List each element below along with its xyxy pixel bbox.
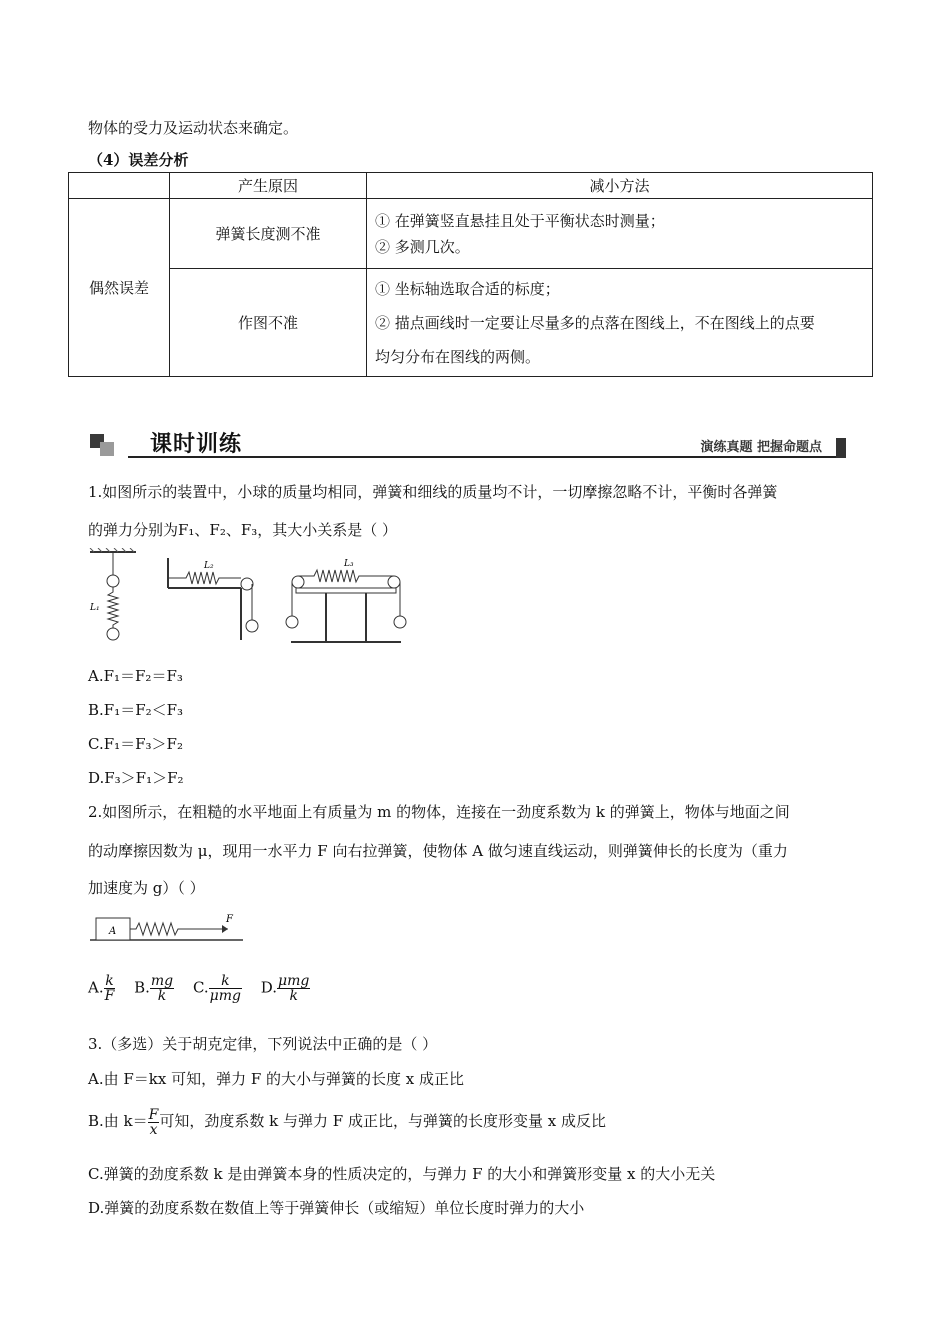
table-row <box>69 199 873 269</box>
ball <box>107 628 119 640</box>
block-label: A <box>109 926 117 937</box>
banner-end-mark <box>836 438 846 458</box>
label-l2: L₂ <box>204 561 214 571</box>
q1-option-b: B.F₁＝F₂＜F₃ <box>88 701 184 719</box>
q2-options <box>88 974 324 1003</box>
table-header-empty <box>69 173 170 199</box>
q1-option-d: D.F₃＞F₁＞F₂ <box>88 769 184 787</box>
force-label: F <box>226 914 233 925</box>
q3-stem: 3.（多选）关于胡克定律，下列说法中正确的是（ ） <box>88 1035 438 1053</box>
q1-stem-line1: 1.如图所示的装置中，小球的质量均相同，弹簧和细线的质量均不计，一切摩擦忽略不计，平衡时各弹簧 <box>88 483 778 501</box>
banner-subtitle: 演练真题 把握命题点 <box>700 440 822 455</box>
q2-option-a: A. $\frac{k}{F}$ <box>88 973 115 1004</box>
error-analysis-table <box>68 172 873 377</box>
q3-option-b: B.由 k＝ $\frac{F}{x}$ 可知，劲度系数 k 与弹力 F 成正比，与弹簧的长度形变量 x 成反比 <box>88 1106 606 1138</box>
q2-option-c: C. $\frac{k}{\text{μmg}}$ <box>192 973 241 1004</box>
label-l1: L₁ <box>90 603 100 613</box>
q3-option-c: C.弹簧的劲度系数 k 是由弹簧本身的性质决定的，与弹力 F 的大小和弹簧形变量 x 的大小无关 <box>88 1165 716 1183</box>
q2-stem-line3: 加速度为 g）（ ） <box>88 879 205 897</box>
method-line: ② 多测几次。 <box>375 237 470 256</box>
q2-option-b: B. $\frac{mg}{k}$ <box>134 973 174 1004</box>
q2-stem-line1: 2.如图所示，在粗糙的水平地面上有质量为 m 的物体，连接在一劲度系数为 k 的弹簧上，物体与地面之间 <box>88 803 790 821</box>
banner-title: 课时训练 <box>150 432 243 457</box>
method-line: ② 描点画线时一定要让尽量多的点落在图线上，不在图线上的点要 <box>375 313 815 332</box>
q2-option-d: D. $\frac{\text{μmg}}{k}$ <box>260 973 310 1004</box>
banner-square-icon <box>100 442 114 456</box>
method-line: 均匀分布在图线的两侧。 <box>375 347 541 366</box>
q3-option-a: A.由 F＝kx 可知，弹力 F 的大小与弹簧的长度 x 成正比 <box>88 1070 465 1088</box>
table-header-cause: 产生原因 <box>170 173 367 199</box>
table-row <box>69 269 873 377</box>
cause-cell: 作图不准 <box>170 269 367 377</box>
method-line: ① 在弹簧竖直悬挂且处于平衡状态时测量； <box>375 211 665 230</box>
q2-figure <box>88 910 248 946</box>
label-l3: L₃ <box>344 559 354 569</box>
ball <box>394 616 406 628</box>
cause-cell: 弹簧长度测不准 <box>170 199 367 269</box>
ball <box>246 620 258 632</box>
q1-stem-line2: 的弹力分别为F₁、F₂、F₃，其大小关系是（ ） <box>88 521 398 539</box>
q3-option-d: D.弹簧的劲度系数在数值上等于弹簧伸长（或缩短）单位长度时弹力的大小 <box>88 1199 585 1217</box>
q1-figure <box>86 548 426 648</box>
method-line: ① 坐标轴选取合适的标度； <box>375 279 560 298</box>
method-cell <box>367 269 873 377</box>
ball <box>286 616 298 628</box>
q1-option-c: C.F₁＝F₃＞F₂ <box>88 735 183 753</box>
table-header-method: 减小方法 <box>367 173 873 199</box>
group-label: 偶然误差 <box>69 199 170 377</box>
ball <box>107 575 119 587</box>
method-cell <box>367 199 873 269</box>
table-header-row <box>69 173 873 199</box>
intro-line: 物体的受力及运动状态来确定。 <box>88 119 299 137</box>
section-heading: （4）误差分析 <box>88 151 189 169</box>
q2-stem-line2: 的动摩擦因数为 μ，现用一水平力 F 向右拉弹簧，使物体 A 做匀速直线运动，则弹簧伸长的长度为（重力 <box>88 842 788 860</box>
q1-option-a: A.F₁＝F₂＝F₃ <box>88 667 183 685</box>
